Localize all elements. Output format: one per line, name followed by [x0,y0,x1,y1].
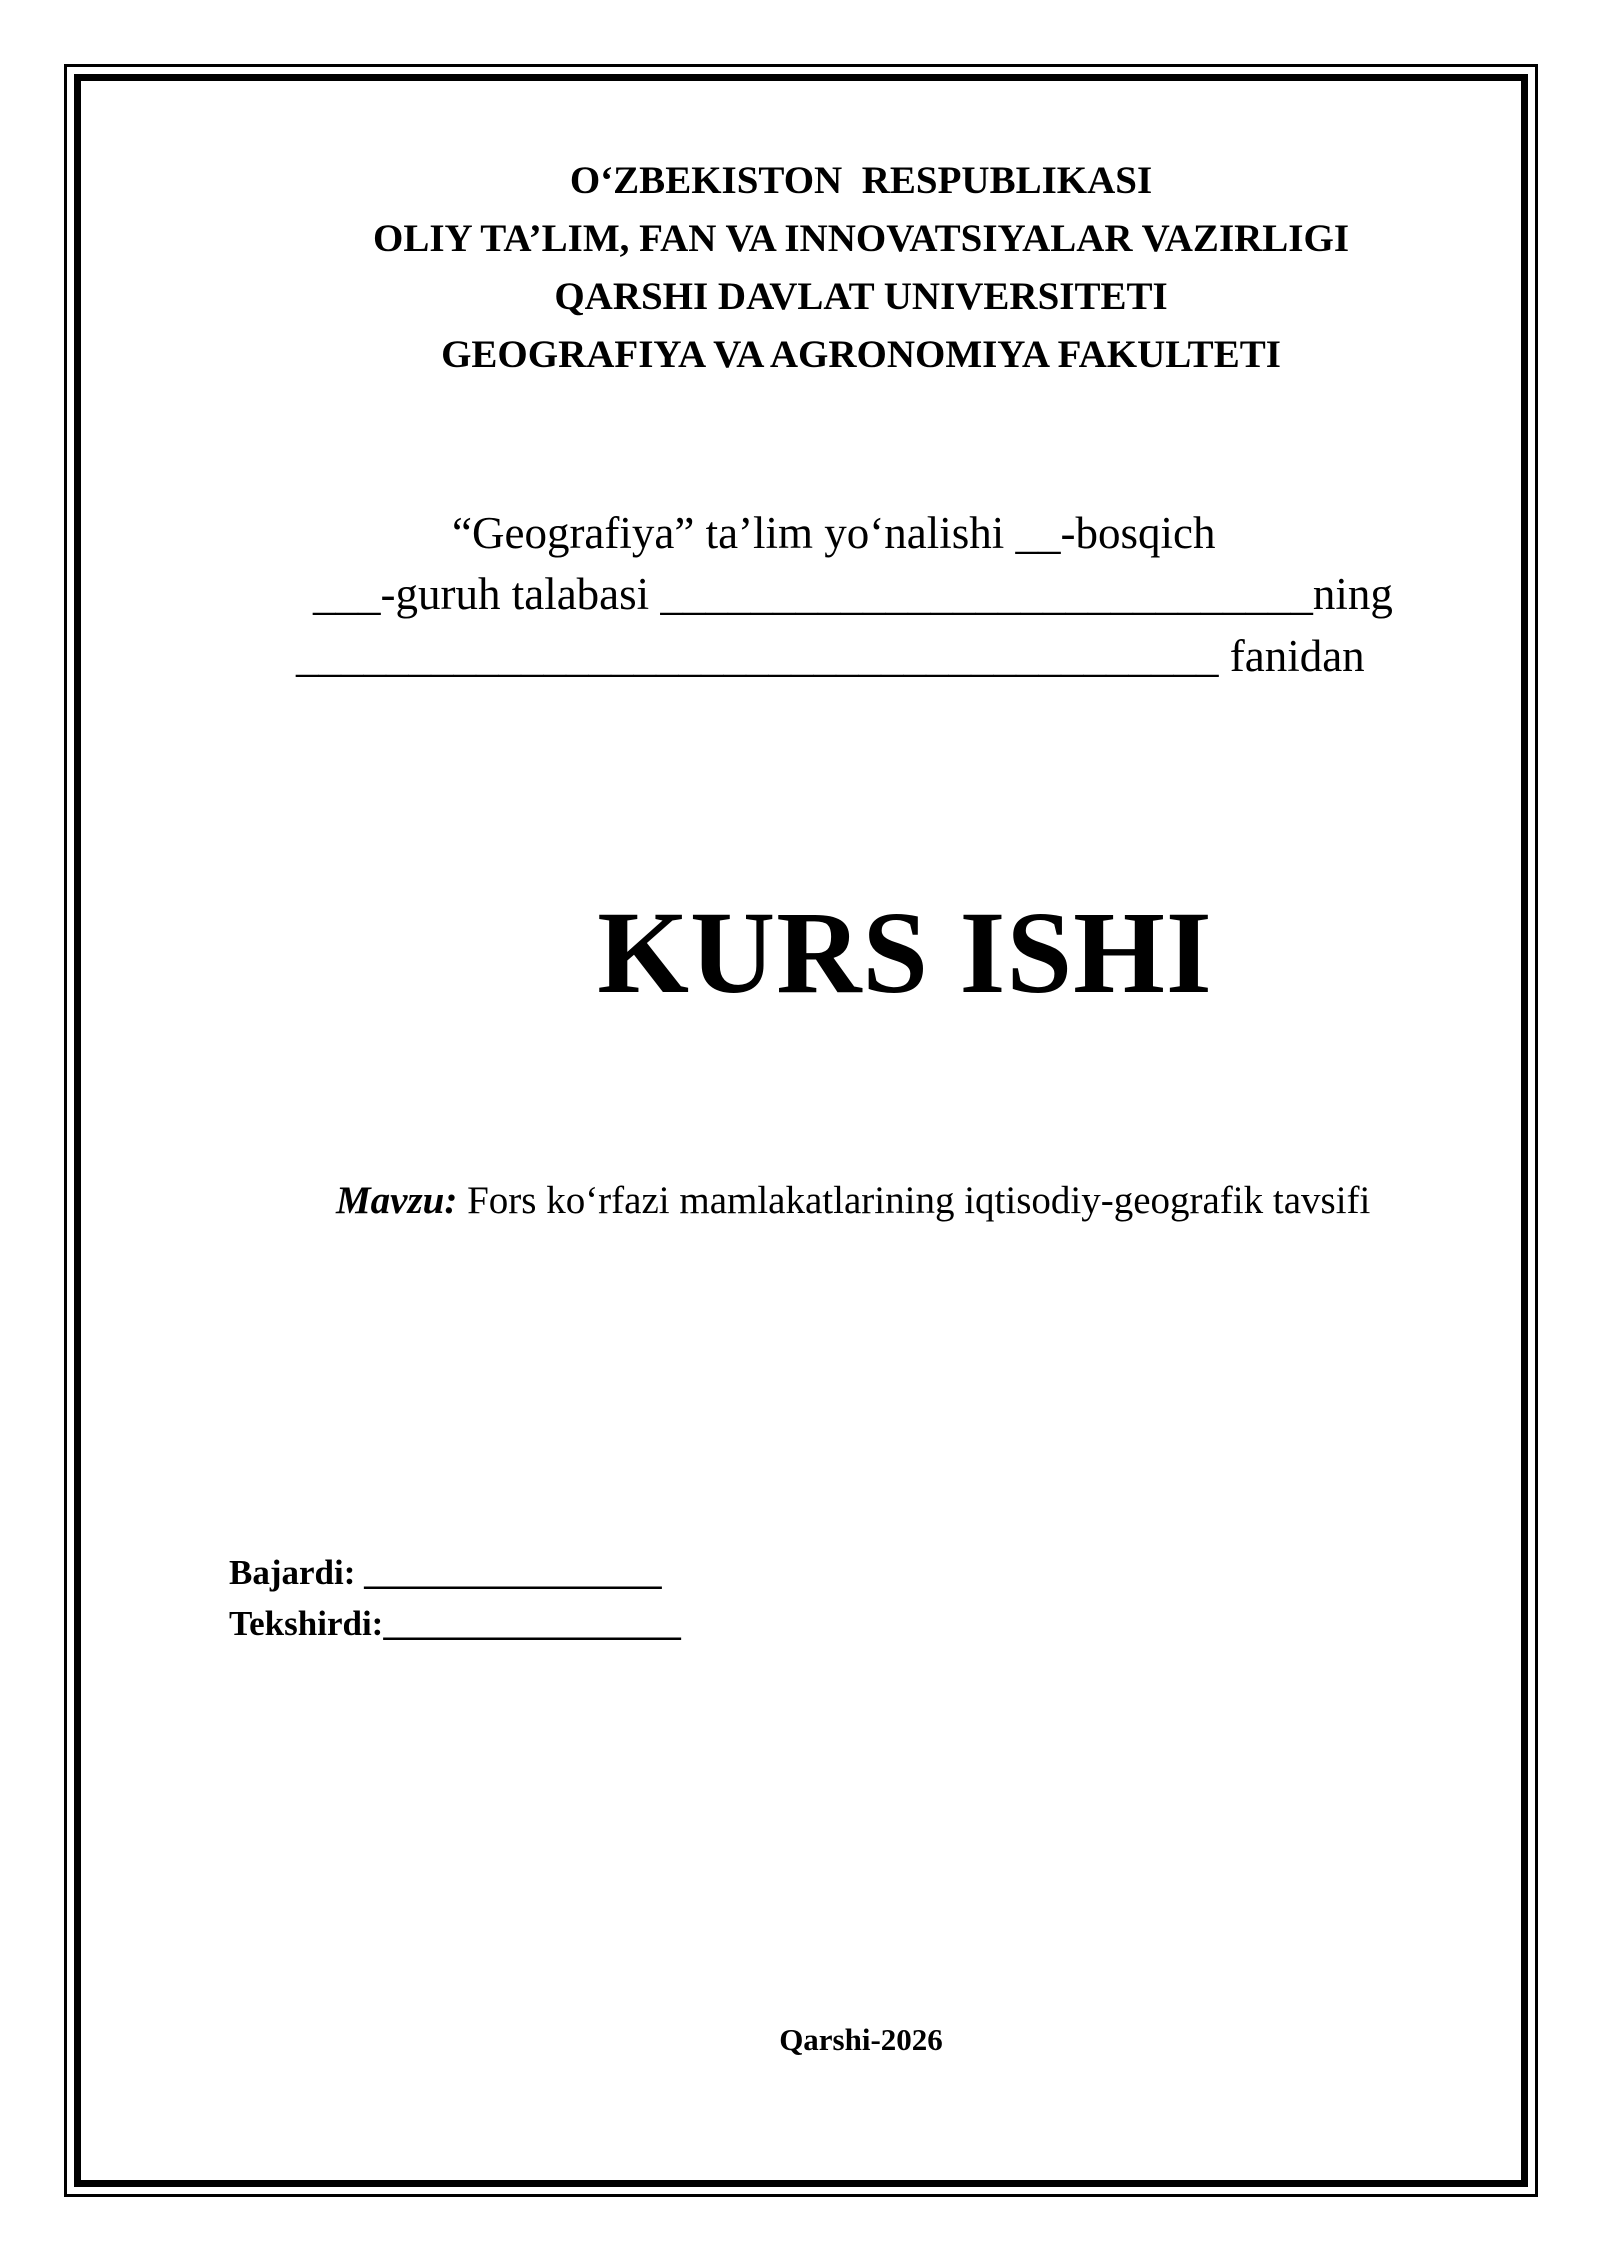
header-faculty: GEOGRAFIYA VA AGRONOMIYA FAKULTETI [441,333,1281,376]
topic-text: Fors ko‘rfazi mamlakatlarining iqtisodiy-geografik tavsifi [457,1179,1371,1222]
topic-label: Mavzu: [336,1179,458,1222]
course-direction-line: “Geografiya” ta’lim yo‘nalishi __-bosqich [452,508,1216,558]
header-ministry: OLIY TA’LIM, FAN VA INNOVATSIYALAR VAZIRLIGI [373,217,1349,260]
subject-line: _________________________________________ fanidan [296,631,1365,681]
student-group-line: ___-guruh talabasi _____________________________ning [313,569,1393,619]
header-country: O‘ZBEKISTON RESPUBLIKASI [569,159,1153,202]
city-year: Qarshi-2026 [779,2022,943,2057]
document-title: KURS ISHI [597,887,1213,1018]
topic-line [336,1178,1370,1223]
header-university: QARSHI DAVLAT UNIVERSITETI [554,275,1168,318]
performed-by-line: Bajardi: _________________ [229,1553,662,1592]
institution-header [0,152,1600,384]
page-border-inner [74,74,1528,2187]
checked-by-line: Tekshirdi:_________________ [229,1604,681,1643]
